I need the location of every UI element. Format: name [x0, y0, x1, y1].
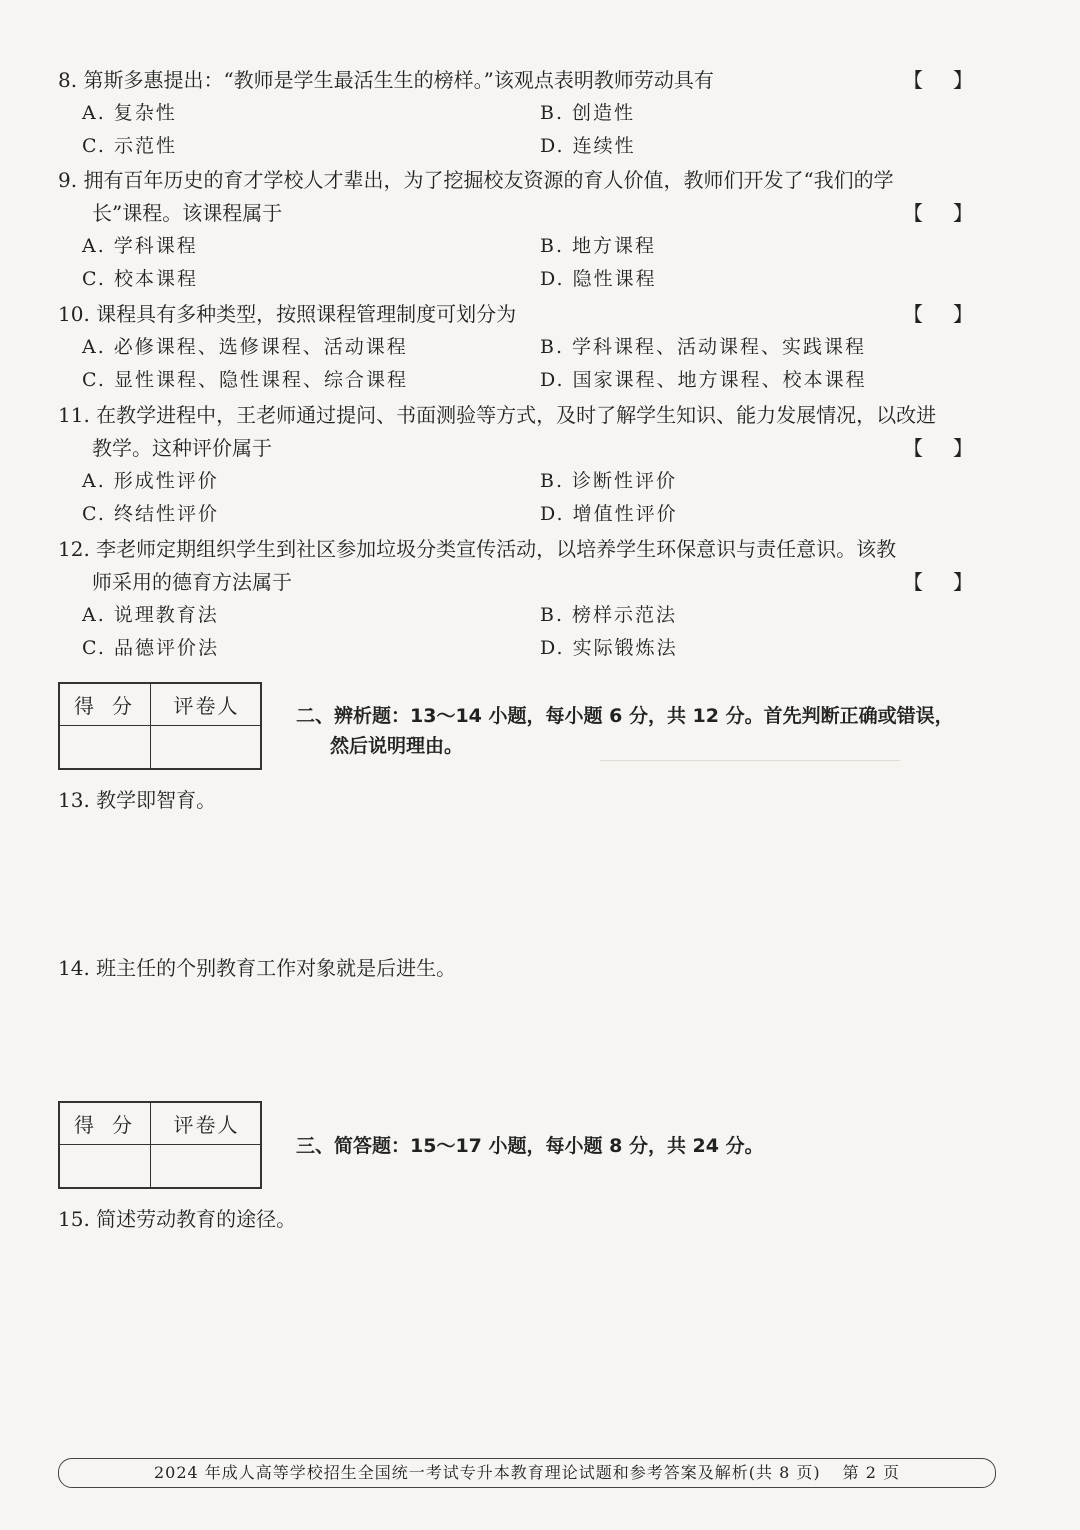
options [58, 97, 1003, 163]
section-3-title: 三、简答题：15～17 小题，每小题 8 分，共 24 分。 [296, 1135, 764, 1157]
option-c: C. 示范性 [82, 135, 177, 157]
question-stem-continued: 师采用的德育方法属于 [92, 570, 292, 594]
option-a: A. 学科课程 [82, 235, 198, 257]
question-15: 15. 简述劳动教育的途径。 [58, 1207, 297, 1231]
option-b: B. 诊断性评价 [540, 470, 678, 492]
grader-cell[interactable] [151, 726, 262, 770]
options [58, 230, 1003, 296]
score-label: 得分 [60, 1103, 151, 1145]
option-a: A. 形成性评价 [82, 470, 219, 492]
option-b: B. 创造性 [540, 102, 636, 124]
question-9 [58, 164, 1003, 296]
option-d: D. 国家课程、地方课程、校本课程 [540, 369, 867, 391]
option-d: D. 隐性课程 [540, 268, 657, 290]
question-stem: 11. 在教学进程中，王老师通过提问、书面测验等方式，及时了解学生知识、能力发展情况，以改进 [58, 403, 937, 427]
option-c: C. 显性课程、隐性课程、综合课程 [82, 369, 408, 391]
option-d: D. 增值性评价 [540, 503, 678, 525]
question-12 [58, 533, 1003, 665]
score-cell[interactable] [60, 726, 151, 770]
grader-label: 评卷人 [151, 684, 262, 726]
score-table-section-3 [58, 1101, 262, 1189]
question-stem: 8. 第斯多惠提出：“教师是学生最活生生的榜样。”该观点表明教师劳动具有 [58, 68, 714, 92]
option-b: B. 榜样示范法 [540, 604, 678, 626]
question-14: 14. 班主任的个别教育工作对象就是后进生。 [58, 956, 457, 980]
score-table-section-2 [58, 682, 262, 770]
question-10 [58, 298, 1003, 397]
score-label: 得分 [60, 684, 151, 726]
answer-bracket: 【】 [903, 436, 1003, 460]
question-stem-continued: 长”课程。该课程属于 [92, 201, 283, 225]
option-b: B. 地方课程 [540, 235, 657, 257]
page-footer [58, 1458, 996, 1488]
option-a: A. 说理教育法 [82, 604, 219, 626]
option-c: C. 终结性评价 [82, 503, 219, 525]
options [58, 599, 1003, 665]
grader-label: 评卷人 [151, 1103, 262, 1145]
score-cell[interactable] [60, 1145, 151, 1189]
options [58, 331, 1003, 397]
question-8 [58, 64, 1003, 163]
options [58, 465, 1003, 531]
question-stem: 9. 拥有百年历史的育才学校人才辈出，为了挖掘校友资源的育人价值，教师们开发了“我们的学 [58, 168, 894, 192]
answer-bracket: 【】 [903, 570, 1003, 594]
section-2-title-line-1: 二、辨析题：13～14 小题，每小题 6 分，共 12 分。首先判断正确或错误， [296, 705, 954, 727]
question-11 [58, 399, 1003, 531]
option-d: D. 实际锻炼法 [540, 637, 678, 659]
answer-bracket: 【】 [903, 201, 1003, 225]
option-a: A. 复杂性 [82, 102, 177, 124]
bleed-through-area [600, 760, 900, 901]
answer-bracket: 【】 [903, 302, 1003, 326]
question-stem-continued: 教学。这种评价属于 [92, 436, 272, 460]
question-stem: 10. 课程具有多种类型，按照课程管理制度可划分为 [58, 302, 517, 326]
footer-title: 2024 年成人高等学校招生全国统一考试专升本教育理论试题和参考答案及解析(共 8 页) [153, 1463, 821, 1482]
option-b: B. 学科课程、活动课程、实践课程 [540, 336, 867, 358]
section-2-title [296, 701, 1006, 761]
question-stem: 12. 李老师定期组织学生到社区参加垃圾分类宣传活动，以培养学生环保意识与责任意识。该教 [58, 537, 897, 561]
answer-bracket: 【】 [903, 68, 1003, 92]
page-number: 第 2 页 [842, 1463, 900, 1482]
option-c: C. 品德评价法 [82, 637, 219, 659]
option-c: C. 校本课程 [82, 268, 198, 290]
section-2-title-line-2: 然后说明理由。 [330, 735, 464, 757]
option-d: D. 连续性 [540, 135, 636, 157]
question-13: 13. 教学即智育。 [58, 788, 217, 812]
grader-cell[interactable] [151, 1145, 262, 1189]
option-a: A. 必修课程、选修课程、活动课程 [82, 336, 408, 358]
